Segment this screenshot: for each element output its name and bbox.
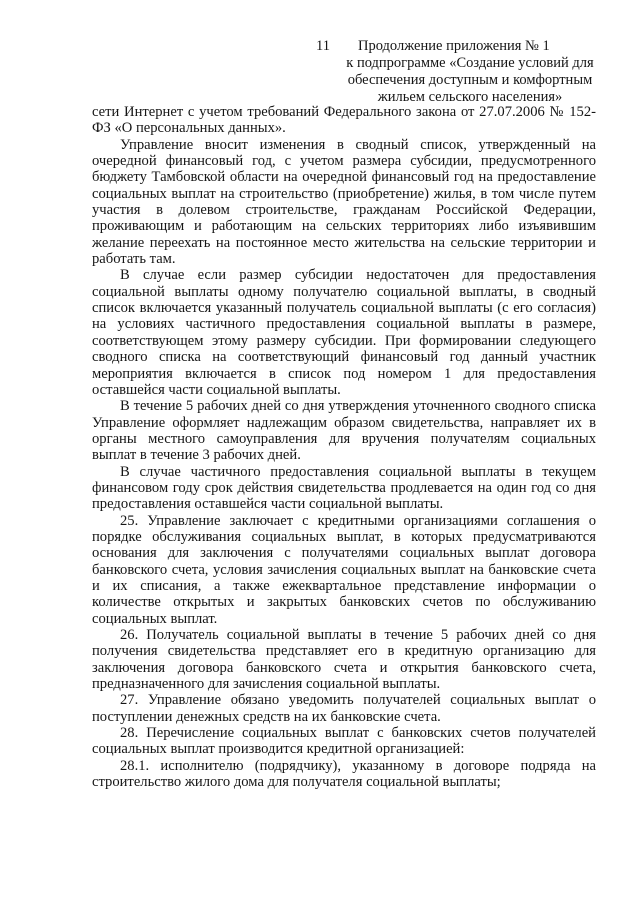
- appendix-header: [300, 38, 600, 106]
- paragraph-continuation: сети Интернет с учетом требований Федерального закона от 27.07.2006 № 152-ФЗ «О персональных данных».: [92, 104, 596, 137]
- appendix-subtitle-line-1: к подпрограмме «Создание условий для: [346, 55, 594, 71]
- header-first-line: [300, 38, 600, 55]
- paragraph-item-27: 27. Управление обязано уведомить получателей социальных выплат о поступлении денежных средств на их банковские счета.: [92, 692, 596, 725]
- paragraph-item-25: 25. Управление заключает с кредитными организациями соглашения о порядке обслуживания социальных выплат, в которых предусматриваются основания для заключения с получателями социальных выплат договора банковского счета, условия зачисления социальных выплат на банковские счета и их списания, а также ежеквартальное представление информации о количестве открытых и закрытых банковских счетов по обслуживанию социальных выплат.: [92, 512, 596, 627]
- page-number: 11: [316, 38, 330, 54]
- document-body: [92, 104, 596, 790]
- paragraph-item-28: 28. Перечисление социальных выплат с банковских счетов получателей социальных выплат производится кредитной организацией:: [92, 725, 596, 758]
- paragraph-item-28-1: 28.1. исполнителю (подрядчику), указанному в договоре подряда на строительство жилого дома для получателя социальной выплаты;: [92, 757, 596, 791]
- paragraph-certificates: В течение 5 рабочих дней со дня утверждения уточненного сводного списка Управление оформляет надлежащим образом свидетельства, направляет их в органы местного самоуправления для вручения получателям социальных выплат в течение 3 рабочих дней.: [92, 398, 596, 464]
- paragraph-summary-list-changes: Управление вносит изменения в сводный список, утвержденный на очередной финансовый год, с учетом размера субсидии, предусмотренного бюджету Тамбовской области на очередной финансовый год на предоставление социальных выплат на строительство (приобретение) жилья, в том числе путем участия в долевом строительстве, гражданам Российской Федерации, проживающим и работающим на сельских территориях либо изъявившим желание переехать на постоянное место жительства на сельские территории и работать там.: [92, 136, 596, 268]
- paragraph-item-26: 26. Получатель социальной выплаты в течение 5 рабочих дней со дня получения свидетельства представляет его в кредитную организацию для заключения договора банковского счета и открытия банковского счета, предназначенного для зачисления социальной выплаты.: [92, 627, 596, 693]
- paragraph-partial-payment: В случае частичного предоставления социальной выплаты в текущем финансовом году срок действия свидетельства продлевается на один год со дня предоставления оставшейся части социальной выплаты.: [92, 463, 596, 513]
- paragraph-insufficient-subsidy: В случае если размер субсидии недостаточен для предоставления социальной выплаты одному получателю социальной выплаты, в сводный список включается указанный получатель социальной выплаты (с его согласия) на условиях частичного предоставления социальной выплаты в размере, соответствующем этому размеру субсидии. При формировании следующего сводного списка на соответствующий финансовый год данный участник мероприятия включается в список под номером 1 для предоставления оставшейся части социальной выплаты.: [92, 267, 596, 398]
- appendix-subtitle-line-3: жильем сельского населения»: [377, 89, 563, 105]
- appendix-title: Продолжение приложения № 1: [358, 38, 550, 54]
- appendix-subtitle-line-2: обеспечения доступным и комфортным: [347, 72, 593, 88]
